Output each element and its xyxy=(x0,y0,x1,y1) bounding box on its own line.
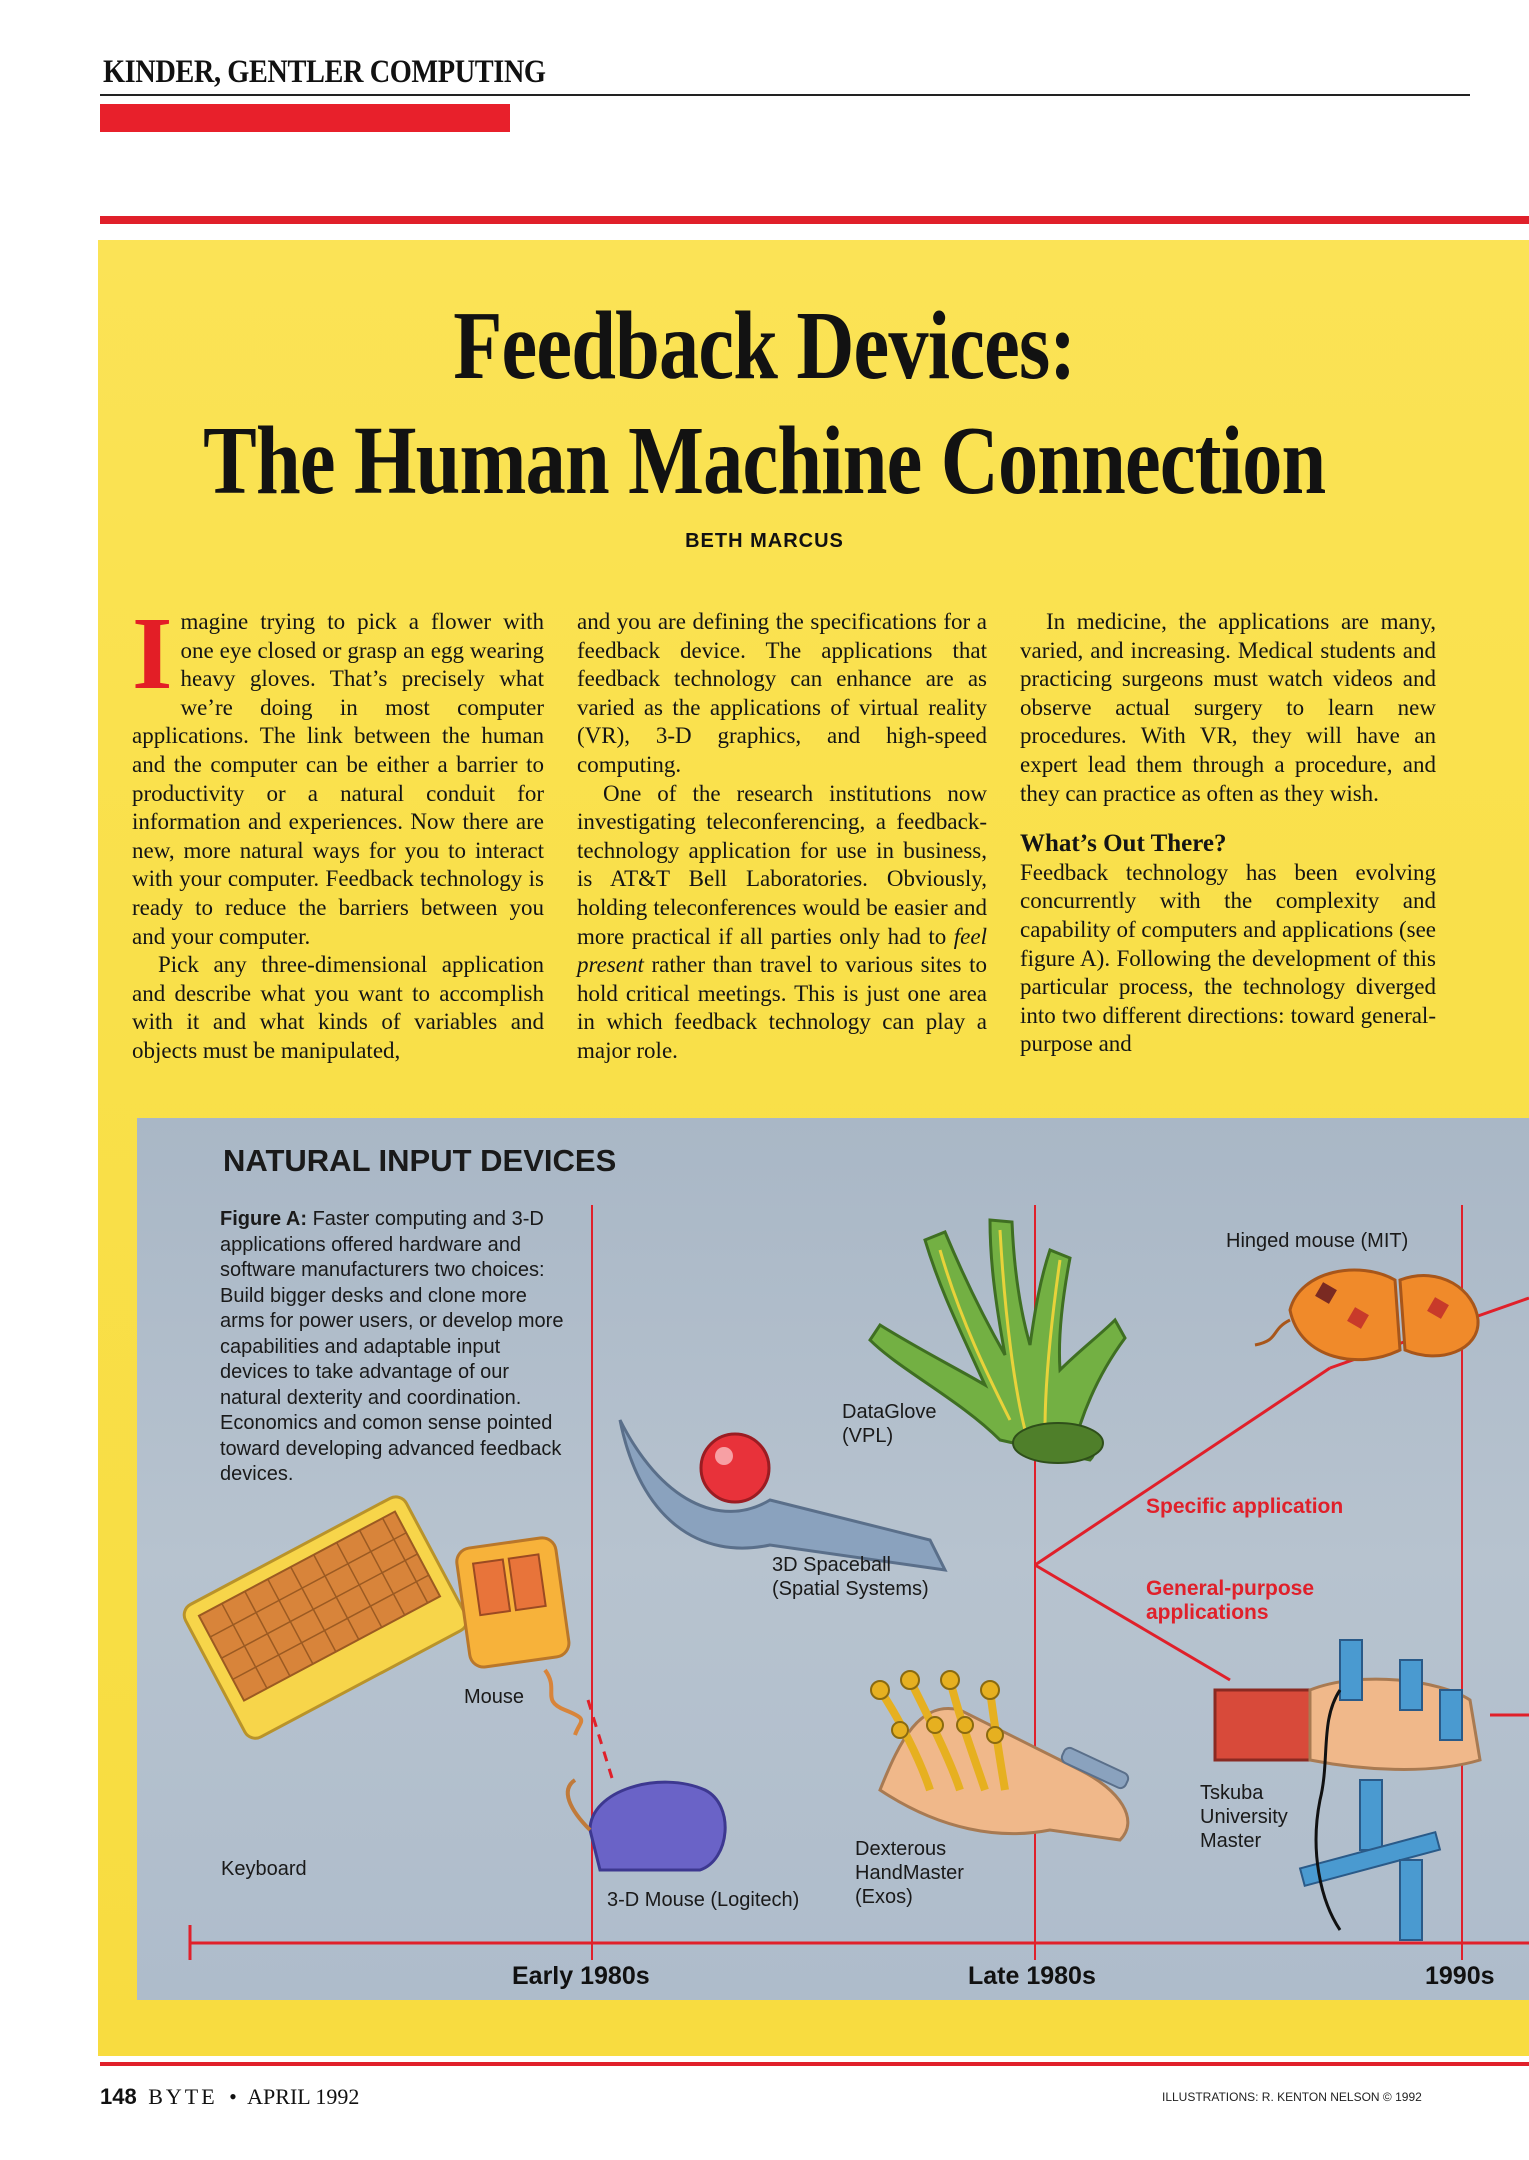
figure-title: NATURAL INPUT DEVICES xyxy=(223,1143,617,1178)
paragraph: Pick any three-dimensional application and describe what you want to accomplish with it and what kinds of variables and objects must be manipulated, xyxy=(132,952,544,1063)
label-spaceball: 3D Spaceball (Spatial Systems) xyxy=(772,1554,929,1600)
drop-cap: I xyxy=(132,596,173,711)
label-3d-mouse: 3-D Mouse (Logitech) xyxy=(607,1889,800,1911)
label-general-purpose: General-purpose applications xyxy=(1146,1577,1315,1624)
label-hinged-mouse: Hinged mouse (MIT) xyxy=(1226,1230,1409,1252)
figure-caption-text: Faster computing and 3-D applications offered hardware and software manufacturers two choices: Build bigger desks and clone more arms for power users, or develop more capabilities and adaptable input devices to take advantage of our natural dexterity and coordination. Economics and comon sense pointed toward developing advanced feedback devices. xyxy=(220,1208,564,1485)
paragraph-part: One of the research institutions now investigating teleconferencing, a feedback-technology application for use in business, is AT&T Bell Laboratories. Obviously, holding teleconferences would be easier and more practical if all parties only had to xyxy=(577,780,987,949)
illustration-credit: ILLUSTRATIONS: R. KENTON NELSON © 1992 xyxy=(1162,2090,1422,2104)
footer-folio xyxy=(100,2084,359,2110)
handmaster-illustration xyxy=(871,1671,1130,1840)
section-heading: What’s Out There? xyxy=(1020,830,1227,858)
paragraph-part: rather than travel to various sites to hold critical meetings. This is just one area in which feedback technology can play a major role. xyxy=(577,952,987,1063)
figure-caption-lead: Figure A: xyxy=(220,1208,308,1230)
label-specific-application: Specific application xyxy=(1146,1495,1344,1518)
label-mouse: Mouse xyxy=(464,1686,525,1708)
label-dataglove: DataGlove (VPL) xyxy=(842,1401,937,1447)
byline: BETH MARCUS xyxy=(685,530,844,552)
paragraph: magine trying to pick a flower with one eye closed or grasp an egg wearing heavy gloves. That’s precisely what we’re doing in most computer applications. The link between the human and the computer can be either a barrier to productivity or a natural conduit for information and experiences. Now there are new, more natural ways for you to interact with your computer. Feedback technology is ready to reduce the barriers between you and your computer. xyxy=(132,609,544,949)
era-label-1990s: 1990s xyxy=(1425,1962,1495,1990)
label-keyboard: Keyboard xyxy=(221,1858,307,1880)
issue-date: APRIL 1992 xyxy=(247,2084,360,2109)
paragraph: Feedback technology has been evolving concurrently with the complexity and capability of computers and applications (see figure A). Following the development of this particular process, the technology diverged into two different directions: toward general-purpose and xyxy=(1020,859,1436,1057)
keyboard-illustration xyxy=(180,1493,471,1743)
article-title-line2: The Human Machine Connection xyxy=(203,407,1326,515)
mouse-cord xyxy=(545,1670,581,1735)
mouse-illustration xyxy=(455,1536,571,1669)
page-number: 148 xyxy=(100,2084,137,2109)
section-label: KINDER, GENTLER COMPUTING xyxy=(103,54,546,90)
paragraph: In medicine, the applications are many, varied, and increasing. Medical students and practicing surgeons must watch videos and observe actual surgery to learn new procedures. With VR, they will have an expert lead them through a procedure, and they can practice as often as they wish. xyxy=(1020,609,1436,806)
publication-name: BYTE xyxy=(148,2084,218,2109)
emphasis-text: feel present xyxy=(577,923,987,978)
era-label-early-1980s: Early 1980s xyxy=(512,1962,650,1990)
hinged-mouse-illustration xyxy=(1255,1270,1478,1360)
footer-separator: • xyxy=(229,2084,237,2109)
paragraph: and you are defining the specifications for a feedback device. The applications that feedback technology can enhance are as varied as the applications of virtual reality (VR), 3-D graphics, and high-speed computing. xyxy=(577,609,987,777)
label-handmaster: Dexterous HandMaster (Exos) xyxy=(855,1838,964,1908)
figure-caption xyxy=(220,1207,570,1488)
label-tskuba: Tskuba University Master xyxy=(1200,1782,1288,1852)
footer-rule xyxy=(100,2062,1529,2066)
article-title-line1: Feedback Devices: xyxy=(453,292,1076,400)
era-label-late-1980s: Late 1980s xyxy=(968,1962,1096,1990)
